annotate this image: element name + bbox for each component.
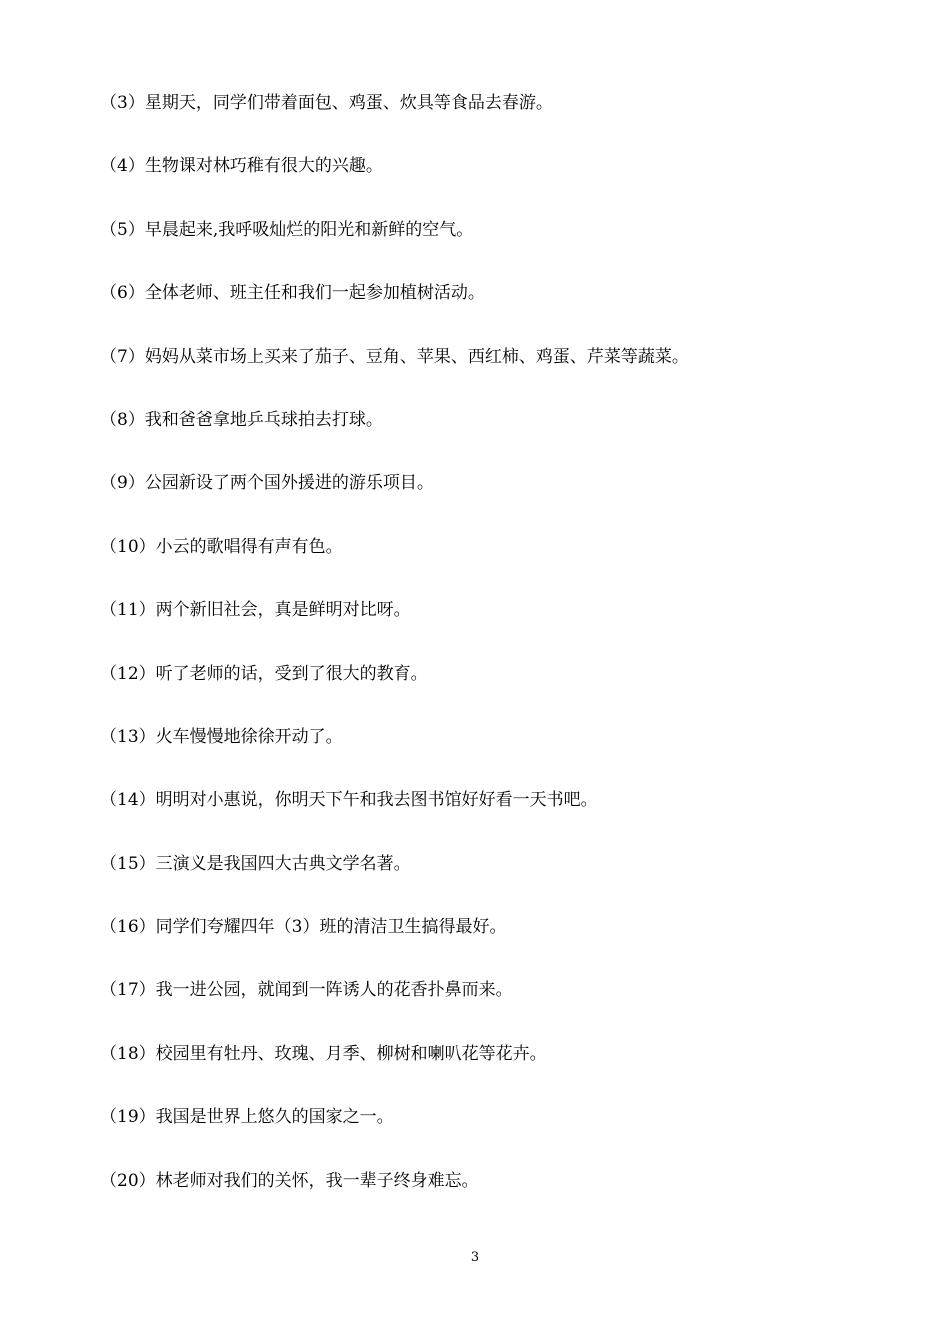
sentence-item: （12）听了老师的话，受到了很大的教育。 [100,663,428,684]
sentence-item: （15）三演义是我国四大古典文学名著。 [100,853,411,874]
sentence-item: （3）星期天，同学们带着面包、鸡蛋、炊具等食品去春游。 [100,93,553,113]
sentence-item: （4）生物课对林巧稚有很大的兴趣。 [100,156,383,177]
sentence-item: （9）公园新设了两个国外援进的游乐项目。 [100,473,434,494]
sentence-item: （7）妈妈从菜市场上买来了茄子、豆角、苹果、西红柿、鸡蛋、芹菜等蔬菜。 [100,346,689,367]
sentence-item: （10）小云的歌唱得有声有色。 [100,536,343,557]
sentence-item: （8）我和爸爸拿地乒乓球拍去打球。 [100,409,383,430]
sentence-item: （13）火车慢慢地徐徐开动了。 [100,726,343,747]
sentence-item: （5）早晨起来,我呼吸灿烂的阳光和新鲜的空气。 [100,219,474,240]
sentence-item: （20）林老师对我们的关怀，我一辈子终身难忘。 [100,1170,479,1191]
sentence-item: （6）全体老师、班主任和我们一起参加植树活动。 [100,283,485,304]
sentence-item: （19）我国是世界上悠久的国家之一。 [100,1107,394,1128]
sentence-list [100,86,689,1227]
sentence-item: （11）两个新旧社会，真是鲜明对比呀。 [100,600,411,621]
sentence-item: （18）校园里有牡丹、玫瑰、月季、柳树和喇叭花等花卉。 [100,1043,547,1064]
page-number: 3 [470,1250,480,1265]
sentence-item: （14）明明对小惠说，你明天下午和我去图书馆好好看一天书吧。 [100,790,598,811]
sentence-item: （16）同学们夸耀四年（3）班的清洁卫生搞得最好。 [100,917,507,938]
sentence-item: （17）我一进公园，就闻到一阵诱人的花香扑鼻而来。 [100,980,513,1001]
